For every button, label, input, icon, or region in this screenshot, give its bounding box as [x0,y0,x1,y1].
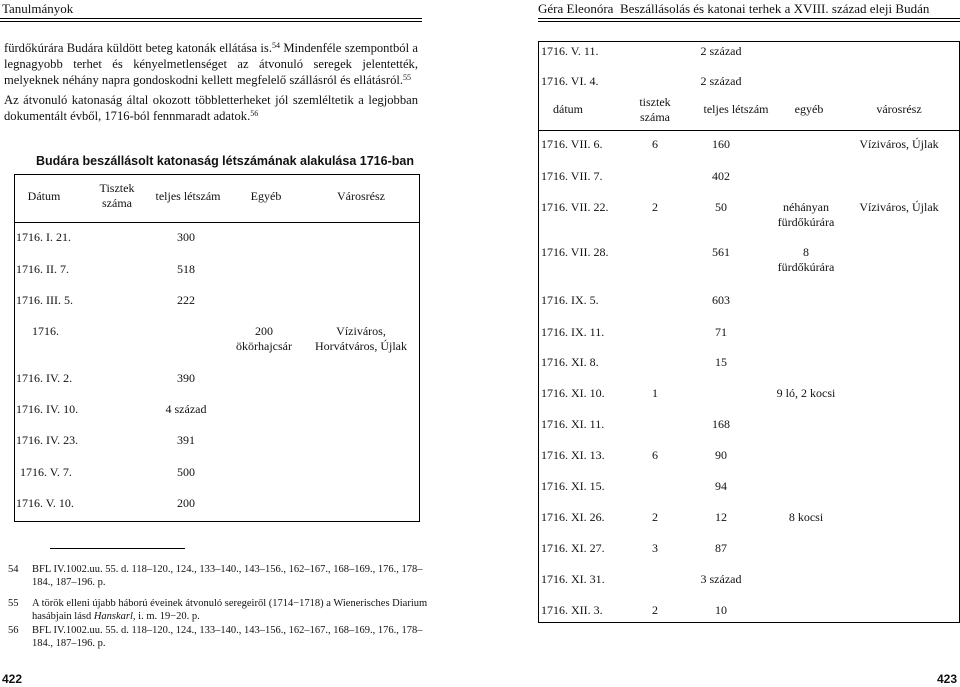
footnote-55 [8,597,428,625]
page-number-right: 423 [937,672,958,686]
table-row-date: 1716. V. 11. [541,44,599,58]
table-row-total: 391 [177,433,195,447]
table-row-total: 12 [715,510,727,524]
right-table-header-rule [538,130,960,131]
table-row-district-2: Horvátváros, Újlak [315,339,407,353]
col-header-date: dátum [553,102,583,116]
table-row-date: 1716. XI. 11. [541,417,605,431]
table-row-date: 1716. IX. 5. [541,293,599,307]
header-rule-right-2 [538,21,960,22]
col-header-district: Városrész [337,189,385,203]
table-row-date: 1716. XI. 13. [541,448,605,462]
table-row-date: 1716. XI. 10. [541,386,605,400]
table-row-total: 4 század [165,402,207,416]
table-row-date: 1716. V. 7. [20,465,72,479]
table-row-date: 1716. XI. 8. [541,355,599,369]
table-row-officers: 2 [652,603,658,617]
header-rule-left [0,18,422,19]
table-row-date: 1716. VII. 22. [541,200,609,214]
table-row-date: 1716. II. 7. [16,262,69,276]
table-row-date: 1716. III. 5. [16,293,73,307]
table-row-officers: 6 [652,448,658,462]
table-row-date: 1716. XI. 15. [541,479,605,493]
table-row-date: 1716. V. 10. [16,496,74,510]
table-row-total: 603 [712,293,730,307]
table-row-other-2: ökörhajcsár [236,339,292,353]
table-row-date: 1716. IV. 2. [16,371,73,385]
col-header-officers: tisztek [639,95,671,109]
left-table-header-rule [14,222,420,223]
footnote-number: 55 [8,598,19,609]
table-row-date: 1716. IV. 23. [16,433,79,447]
page-number-left: 422 [2,672,23,686]
footnote-number: 56 [8,625,19,636]
table-row-total: 222 [177,293,195,307]
table-row-date: 1716. XI. 27. [541,541,605,555]
col-header-total: teljes létszám [703,102,769,116]
table-row-total: 168 [712,417,730,431]
col-header-other: Egyéb [250,189,282,203]
table-row-other: 8 [803,245,809,259]
table-row-other-2: fürdőkúrára [777,215,835,229]
col-header-district: városrész [876,102,922,116]
table-row-total: 2 század [700,44,742,58]
table-row-other: néhányan [783,200,829,214]
table-row-total: 518 [177,262,195,276]
table-row-total: 160 [712,137,730,151]
table-row-date: 1716. VI. 4. [541,74,599,88]
table-row-district: Víziváros, [336,324,386,338]
table-row-total: 87 [715,541,727,555]
table-row-total: 94 [715,479,727,493]
footnote-text: A török elleni újabb háború éveinek átvonuló seregeiről (1714−1718) a Wienerisches Diarium hasábjain lásd Hanskarl, i. m. 19−20. p. [32,598,428,622]
table-row-date: 1716. XI. 26. [541,510,605,524]
table-row-total: 3 század [700,572,742,586]
table-row-officers: 6 [652,137,658,151]
table-row-date: 1716. [32,324,59,338]
col-header-total: teljes létszám [155,189,221,203]
table-row-district: Víziváros, Újlak [859,200,939,214]
table-row-date: 1716. VII. 6. [541,137,603,151]
table-row-officers: 2 [652,200,658,214]
footnote-ref-56: 56 [250,109,259,118]
footnote-number: 54 [8,564,19,575]
body-paragraph-2: Az átvonuló katonaság által okozott többletterheket jól szemléltetik a legjobban dokumentált évből, 1716-ból fennmaradt adatok.$^{56}$ [4,93,418,123]
footnote-ref-54: 54 [271,41,280,50]
table-row-total: 15 [715,355,727,369]
table-row-officers: 2 [652,510,658,524]
footnote-text: BFL IV.1002.uu. 55. d. 118–120., 124., 133–140., 143–156., 162–167., 168–169., 176., 178–184., 187–196. p. [32,625,423,649]
table-row-date: 1716. IX. 11. [541,325,605,339]
table-row-total: 561 [712,245,730,259]
table-row-district: Víziváros, Újlak [859,137,939,151]
table-row-total: 10 [715,603,727,617]
table-row-date: 1716. XII. 3. [541,603,603,617]
col-header-other: egyéb [794,102,824,116]
col-header-officers-2: száma [102,196,132,210]
table-row-date: 1716. XI. 31. [541,572,605,586]
col-header-officers: Tisztek [99,181,135,195]
table-title: Budára beszállásolt katonaság létszámának alakulása 1716-ban [36,154,414,168]
table-row-total: 390 [177,371,195,385]
table-row-officers: 1 [652,386,658,400]
table-row-total: 71 [715,325,727,339]
table-row-total: 2 század [700,74,742,88]
body-paragraph-1: fürdőkúrára Budára küldött beteg katonák ellátása is.$^{54}$ Mindenféle szempontból a legnagyobb terhet és kényelmetlenséget az átvonuló seregek jelentették, melyeknek néhány napra gondoskodni kellett megfelelő szállásról és ellátásról.$^{55}$ [4,41,419,87]
running-header-left: Tanulmányok [2,1,74,16]
table-row-total: 300 [177,230,195,244]
table-row-total: 200 [177,496,195,510]
table-row-total: 90 [715,448,727,462]
running-header-author: Géra Eleonóra [538,1,614,16]
footnote-separator [50,548,185,549]
header-rule-left-2 [0,21,422,22]
table-row-date: 1716. I. 21. [16,230,71,244]
running-header-title: Beszállásolás és katonai terhek a XVIII. század eleji Budán [620,1,930,16]
footnote-text: BFL IV.1002.uu. 55. d. 118–120., 124., 133–140., 143–156., 162–167., 168–169., 176., 178–184., 187–196. p. [32,564,423,588]
footnote-ref-55: 55 [403,73,412,82]
footnote-54 [8,563,428,591]
table-row-date: 1716. VII. 7. [541,169,603,183]
table-row-total: 500 [177,465,195,479]
table-row-date: 1716. IV. 10. [16,402,79,416]
col-header-date: Dátum [27,189,61,203]
footnote-56 [8,624,428,652]
col-header-officers-2: száma [640,110,670,124]
table-row-date: 1716. VII. 28. [541,245,609,259]
table-row-other: 9 ló, 2 kocsi [776,386,836,400]
table-row-other-2: fürdőkúrára [777,260,835,274]
table-row-officers: 3 [652,541,658,555]
table-row-total: 50 [715,200,727,214]
table-row-other: 200 [255,324,273,338]
table-row-total: 402 [712,169,730,183]
header-rule-right [538,18,960,19]
table-row-other: 8 kocsi [788,510,824,524]
